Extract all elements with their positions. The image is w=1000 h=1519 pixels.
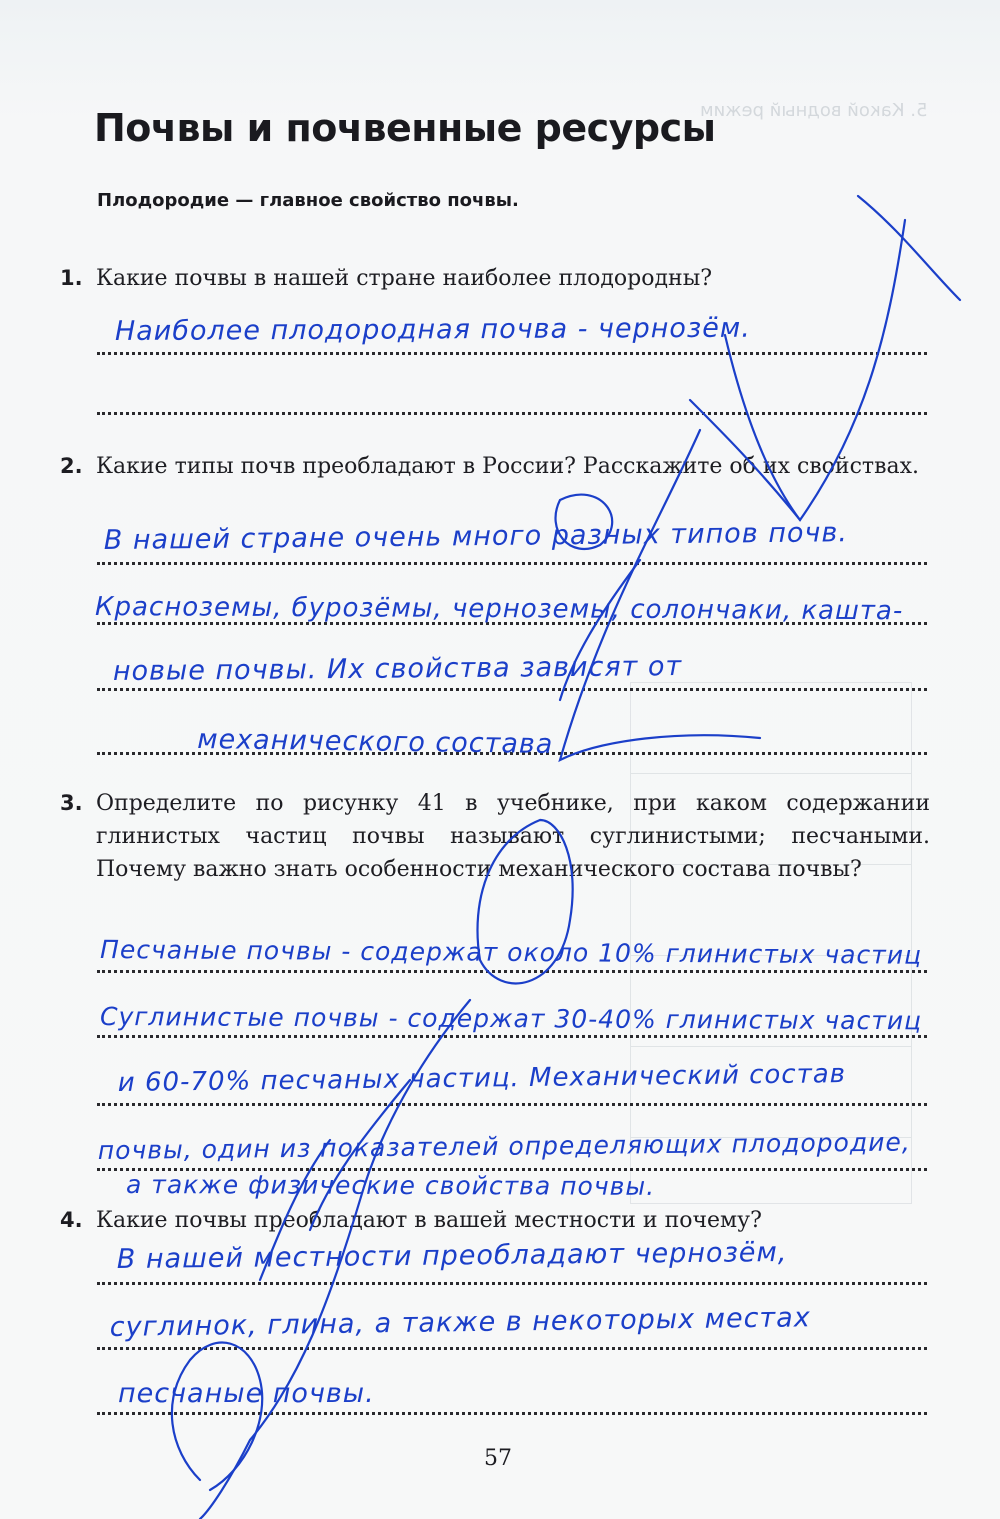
handwritten-answer: В нашей стране очень много разных типов почв. (103, 517, 849, 556)
answer-line[interactable] (97, 412, 927, 415)
question-text: Определите по рисунку 41 в учебнике, при каком содержании глинистых частиц почвы называют суглинистыми; песчаными. Почему важно знать особенности механического состава почвы? (96, 791, 930, 882)
handwritten-answer: суглинок, глина, а также в некоторых местах (109, 1302, 811, 1343)
handwritten-answer: песчаные почвы. (118, 1378, 375, 1409)
question-number: 4. (60, 1208, 83, 1232)
handwritten-answer: Красноземы, бурозёмы, черноземы, солончаки, кашта- (95, 592, 904, 627)
handwritten-answer: Суглинистые почвы - содержат 30-40% глинистых частиц (100, 1002, 923, 1036)
handwritten-answer: почвы, один из показателей определяющих плодородие, (97, 1127, 911, 1165)
handwritten-answer: а также физические свойства почвы. (126, 1170, 656, 1201)
handwritten-answer: В нашей местности преобладают чернозём, (116, 1236, 788, 1275)
question-text: Какие типы почв преобладают в России? Расскажите об их свойствах. (96, 454, 919, 479)
section-subtitle: Плодородие — главное свойство почвы. (97, 190, 519, 211)
show-through-text: 5. Какой водный режим (700, 100, 928, 121)
page-title: Почвы и почвенные ресурсы (94, 106, 716, 150)
answer-line[interactable] (97, 1282, 927, 1285)
answer-line[interactable] (97, 1035, 927, 1038)
question-text: Какие почвы преобладают в вашей местности и почему? (96, 1208, 762, 1233)
handwritten-answer: механического состава (197, 724, 554, 760)
question-number: 3. (60, 791, 83, 815)
handwritten-answer: Песчаные почвы - содержат около 10% глинистых частиц (100, 935, 923, 970)
answer-line[interactable] (97, 688, 927, 691)
answer-line[interactable] (97, 970, 927, 973)
answer-line[interactable] (97, 562, 927, 565)
question-2 (60, 450, 930, 483)
question-3 (60, 787, 930, 886)
question-number: 2. (60, 454, 83, 478)
page-number: 57 (484, 1446, 512, 1471)
handwritten-answer: новые почвы. Их свойства зависят от (112, 651, 683, 687)
answer-line[interactable] (97, 1347, 927, 1350)
answer-line[interactable] (97, 352, 927, 355)
answer-line[interactable] (97, 1103, 927, 1106)
question-number: 1. (60, 266, 83, 290)
question-text: Какие почвы в нашей стране наиболее плодородны? (96, 266, 713, 291)
handwritten-answer: Наиболее плодородная почва - чернозём. (114, 312, 751, 347)
handwritten-answer: и 60-70% песчаных частиц. Механический состав (117, 1059, 847, 1098)
answer-line[interactable] (97, 1412, 927, 1415)
question-1 (60, 262, 930, 295)
question-4 (60, 1204, 930, 1237)
